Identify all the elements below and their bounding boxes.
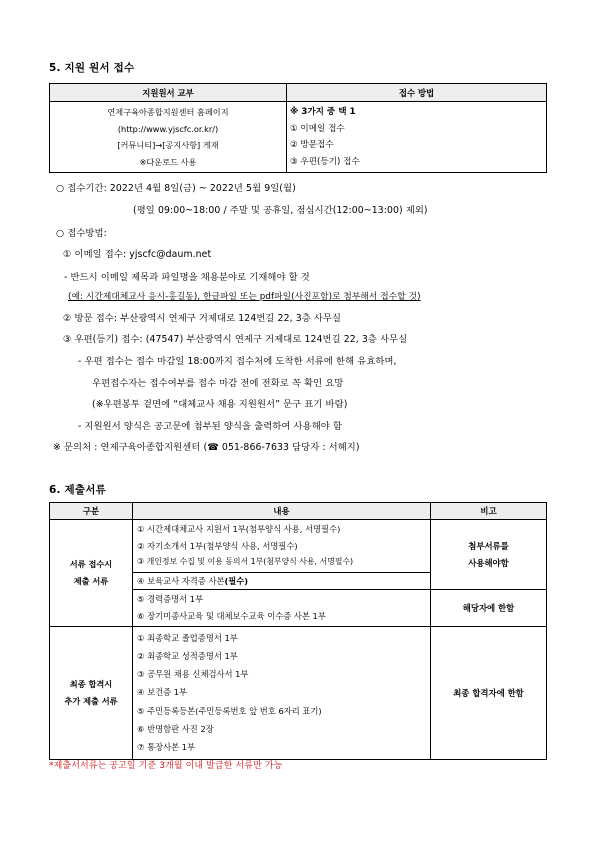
note-line: 사용해야함 bbox=[468, 557, 509, 568]
documents-table bbox=[49, 502, 547, 760]
section-5-title: 5. 지원 원서 접수 bbox=[49, 62, 135, 74]
note-forms bbox=[431, 520, 547, 590]
certificate-cell bbox=[133, 572, 431, 590]
method-line: ※ 3가지 중 택 1 bbox=[290, 107, 356, 117]
distribution-line: 연제구육아종합지원센터 홈페이지 bbox=[107, 107, 229, 117]
doc-item: ③ 개인정보 수집 및 이용 동의서 1부(첨부양식 사용, 서명필수) bbox=[137, 557, 354, 567]
note-final: 최종 합격자에 한함 bbox=[431, 626, 547, 759]
doc-item: ① 최종학교 졸업증명서 1부 bbox=[137, 632, 238, 643]
mail-line: ③ 우편(등기) 접수: (47547) 부산광역시 연제구 거제대로 124번길 22, 3층 사무실 bbox=[63, 334, 408, 345]
visit-line: ② 방문 접수: 부산광역시 연제구 거제대로 124번길 22, 3층 사무실 bbox=[63, 313, 342, 324]
email-example-line: (예: 시간제대체교사 응시-홍길동), 한글파일 또는 pdf파일(사진포함)로 첨부해서 접수할 것) bbox=[68, 292, 421, 302]
table-header-method: 접수 방법 bbox=[287, 84, 547, 102]
category-label: 제출 서류 bbox=[73, 575, 109, 586]
docs-header-category: 구분 bbox=[50, 503, 133, 520]
mail-note-line: - 우편 접수는 접수 마감일 18:00까지 접수처에 도착한 서류에 한해 유효하며, bbox=[78, 356, 397, 367]
required-mark: (필수) bbox=[224, 575, 249, 586]
method-line: ③ 우편(등기) 접수 bbox=[290, 156, 360, 167]
doc-item: ④ 보육교사 자격증 사본 bbox=[137, 575, 225, 586]
email-line: ① 이메일 접수: yjscfc@daum.net bbox=[63, 249, 212, 260]
table-header-distribution: 지원원서 교부 bbox=[50, 84, 287, 102]
email-note-line: - 반드시 이메일 제목과 파일명을 채용분야로 기재해야 할 것 bbox=[64, 272, 310, 283]
doc-item: ⑤ 주민등록등본(주민등록번호 앞 번호 6자리 표기) bbox=[137, 705, 322, 716]
contact-line: ※ 문의처 : 연제구육아종합지원센터 (☎ 051-866-7633 담당자 : 서혜지) bbox=[53, 442, 360, 453]
doc-item: ⑥ 반명함판 사진 2장 bbox=[137, 724, 214, 735]
period-line: ○ 접수기간: 2022년 4월 8일(금) ~ 2022년 5월 9일(월) bbox=[56, 183, 296, 194]
application-table bbox=[49, 83, 547, 173]
footnote: *제출서서류는 공고일 기준 3개월 이내 발급한 서류만 가능 bbox=[49, 761, 283, 771]
period-hours-line: (평일 09:00~18:00 / 주말 및 공휴일, 점심시간(12:00~13:00) 제외) bbox=[133, 205, 428, 216]
distribution-line: [커뮤니티]→[공지사항] 게재 bbox=[117, 140, 219, 150]
mail-envelope-line: (※우편봉투 겉면에 “대체교사 채용 지원원서” 문구 표기 바람) bbox=[92, 399, 348, 410]
docs-header-content: 내용 bbox=[133, 503, 431, 520]
doc-item: ② 자기소개서 1부(첨부양식 사용, 서명필수) bbox=[137, 540, 298, 551]
mail-confirm-line: 우편접수자는 접수여부를 접수 마감 전에 전화로 꼭 확인 요망 bbox=[92, 378, 344, 389]
docs-header-note: 비고 bbox=[431, 503, 547, 520]
doc-item: ⑦ 통장사본 1부 bbox=[137, 742, 196, 753]
method-cell bbox=[287, 102, 547, 173]
doc-item: ③ 공무원 채용 신체검사서 1부 bbox=[137, 669, 249, 680]
note-line: 첨부서류를 bbox=[468, 540, 509, 551]
section-6-title: 6. 제출서류 bbox=[49, 484, 106, 496]
required-docs-cell bbox=[133, 520, 431, 573]
optional-docs-cell bbox=[133, 590, 431, 626]
distribution-line: ※다운로드 사용 bbox=[139, 156, 197, 167]
category-label: 추가 제출 서류 bbox=[64, 695, 118, 706]
method-line: ② 방문접수 bbox=[290, 140, 334, 150]
doc-item: ① 시간제대체교사 지원서 1부(첨부양식 사용, 서명필수) bbox=[137, 524, 341, 534]
method-heading: ○ 접수방법: bbox=[56, 228, 107, 239]
doc-item: ⑥ 장기미종사교육 및 대체보수교육 이수증 사본 1부 bbox=[137, 610, 326, 621]
doc-item: ⑤ 경력증명서 1부 bbox=[137, 594, 204, 605]
form-note-line: - 지원원서 양식은 공고문에 첨부된 양식을 출력하여 사용해야 함 bbox=[78, 421, 342, 432]
distribution-cell bbox=[50, 102, 287, 173]
distribution-line: (http://www.yjscfc.or.kr/) bbox=[117, 123, 219, 134]
category-final bbox=[50, 626, 133, 759]
final-docs-cell bbox=[133, 626, 431, 759]
category-application bbox=[50, 520, 133, 627]
doc-item: ② 최종학교 성적증명서 1부 bbox=[137, 650, 238, 661]
method-line: ① 이메일 접수 bbox=[290, 123, 345, 134]
category-label: 최종 합격시 bbox=[69, 678, 113, 689]
category-label: 서류 접수시 bbox=[69, 558, 113, 569]
doc-item: ④ 보건증 1부 bbox=[137, 687, 188, 698]
note-applicable: 해당자에 한함 bbox=[431, 590, 547, 626]
